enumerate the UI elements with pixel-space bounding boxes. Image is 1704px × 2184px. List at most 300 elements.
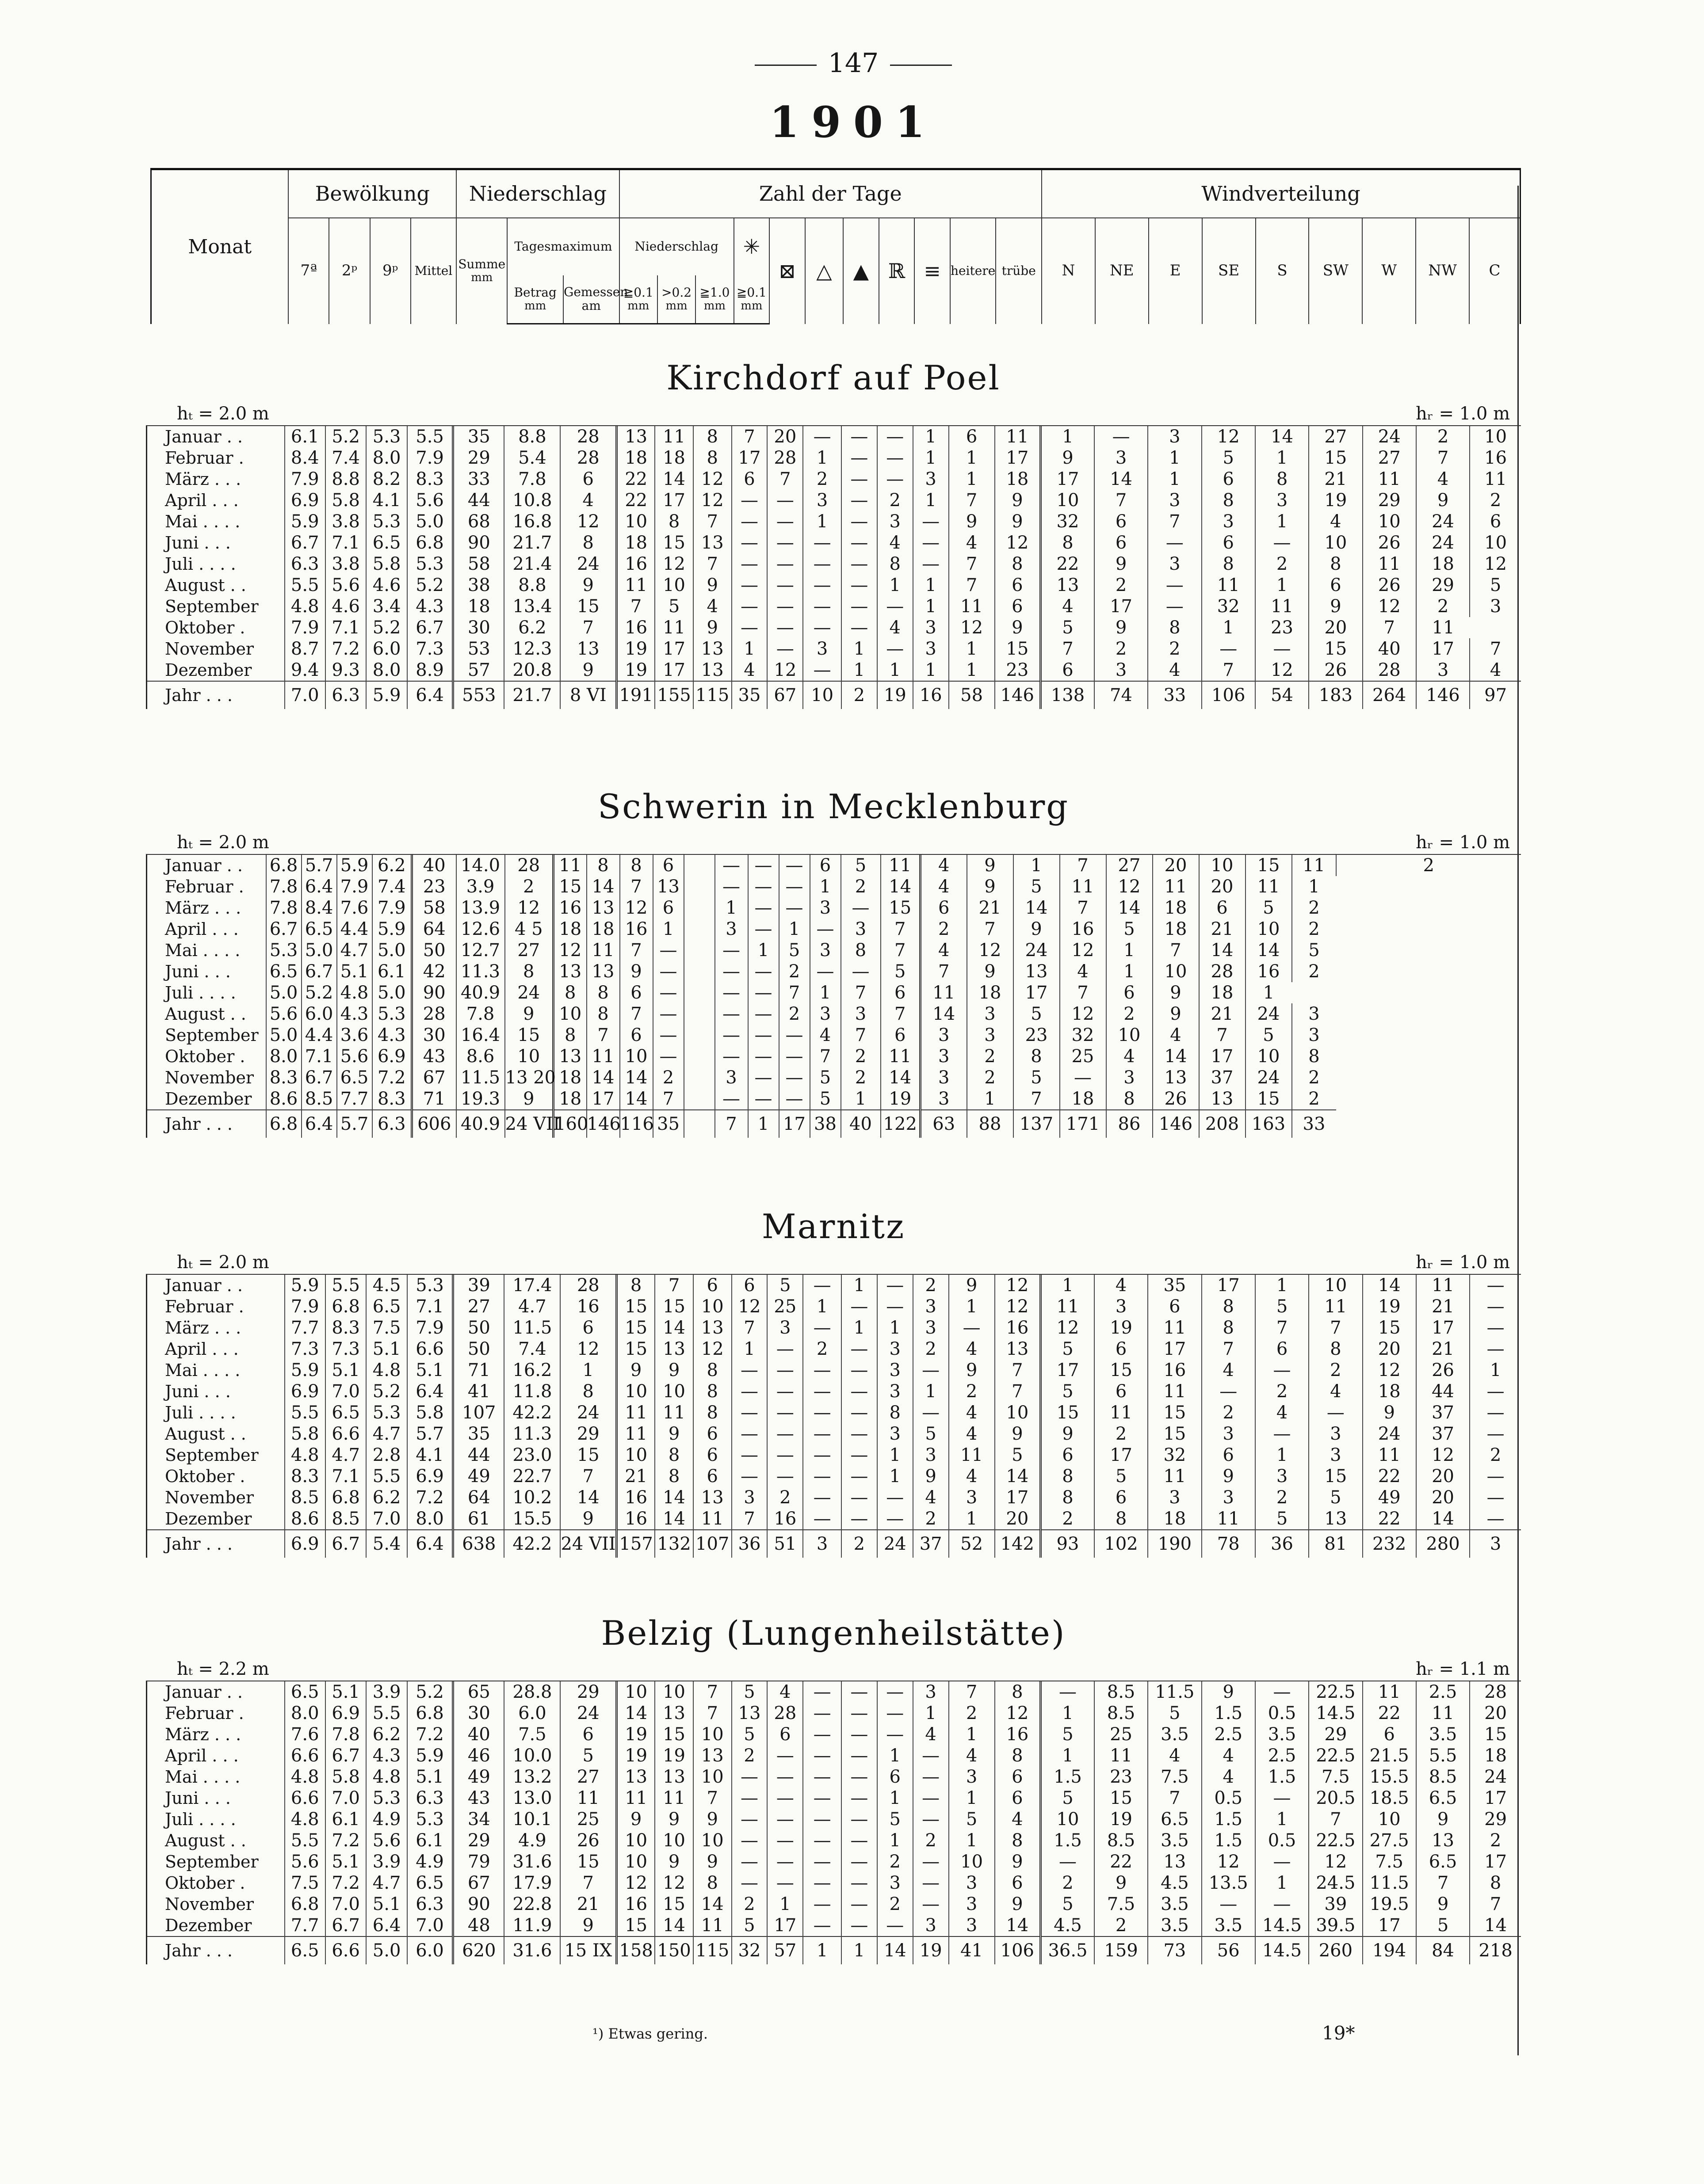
table-cell: 1 (748, 1110, 779, 1138)
month-label: November (147, 1487, 285, 1508)
table-cell: 2.8 (366, 1445, 407, 1466)
table-cell: 4 (1202, 1745, 1255, 1766)
table-cell: 17 (1416, 638, 1470, 659)
table-cell: — (803, 617, 841, 638)
table-cell: 42 (412, 961, 456, 982)
table-cell: 6 (810, 855, 841, 876)
table-cell: 4 (1202, 1766, 1255, 1788)
table-cell: 5.9 (285, 511, 325, 532)
table-cell: 19 (655, 1745, 693, 1766)
table-cell: 16 (1470, 447, 1521, 469)
table-cell: — (841, 1809, 877, 1830)
table-cell: 20 (1416, 1487, 1470, 1508)
table-cell: 32 (1060, 1025, 1106, 1046)
table-cell: — (767, 1851, 803, 1872)
month-label: Februar . (147, 1296, 285, 1317)
header-wind-w: W (1362, 218, 1416, 324)
table-cell: 18 (617, 447, 655, 469)
table-cell: 10 (655, 1381, 693, 1402)
table-cell: — (803, 1445, 841, 1466)
table-cell: 10 (995, 1402, 1041, 1423)
table-cell: 1 (1255, 447, 1309, 469)
table-cell: 15 (881, 897, 921, 919)
table-cell: — (767, 638, 803, 659)
table-cell: 36.5 (1041, 1936, 1094, 1964)
table-cell (684, 876, 715, 897)
table-cell: — (877, 1724, 913, 1745)
table-cell: 4.4 (337, 919, 372, 940)
table-cell: 9 (1363, 1402, 1416, 1423)
table-cell: — (1470, 1487, 1521, 1508)
table-cell: 8 (1292, 1046, 1336, 1067)
table-cell: 3 (949, 1872, 995, 1894)
table-cell: 19 (617, 638, 655, 659)
table-cell: — (803, 1402, 841, 1423)
table-cell: 28 (560, 426, 616, 447)
table-cell: 71 (412, 1088, 456, 1110)
table-cell: 1 (1041, 1703, 1094, 1724)
table-cell: 11 (693, 1508, 732, 1530)
table-cell: 4 (1148, 659, 1201, 681)
table-cell: 7 (841, 1025, 881, 1046)
table-cell: 6.7 (325, 1915, 366, 1936)
table-cell: 3 (949, 1894, 995, 1915)
table-cell: 3 (1309, 1423, 1362, 1445)
table-cell: 28.8 (504, 1681, 560, 1703)
table-cell: 8.6 (266, 1088, 302, 1110)
table-cell: 6 (1094, 1338, 1148, 1360)
table-cell: — (803, 1788, 841, 1809)
table-cell: — (877, 638, 913, 659)
table-cell: — (877, 469, 913, 490)
table-cell: 14 (693, 1894, 732, 1915)
table-cell: 42.2 (504, 1402, 560, 1423)
table-cell: 3 (913, 1296, 949, 1317)
table-cell: 2 (877, 490, 913, 511)
table-cell: 1 (1148, 447, 1201, 469)
month-label: Jahr . . . (147, 1936, 285, 1964)
station-schwerin (146, 782, 1521, 1138)
table-cell: 21 (560, 1894, 616, 1915)
table-cell: 52 (949, 1530, 995, 1558)
table-cell: 11.3 (504, 1423, 560, 1445)
table-cell: 8 (693, 1381, 732, 1402)
table-cell: 2 (1336, 855, 1521, 876)
table-cell: 17 (995, 1487, 1041, 1508)
table-cell: — (767, 1766, 803, 1788)
table-cell: 142 (995, 1530, 1041, 1558)
table-cell: 12.3 (504, 638, 560, 659)
table-cell: 13.2 (504, 1766, 560, 1788)
table-cell: 5.9 (372, 919, 412, 940)
table-cell: 2 (913, 1338, 949, 1360)
table-cell (684, 961, 715, 982)
table-cell: 1 (949, 1788, 995, 1809)
table-cell: 8 (655, 1445, 693, 1466)
table-row (147, 1360, 1521, 1381)
table-cell: 638 (453, 1530, 504, 1558)
table-cell: 5.4 (366, 1530, 407, 1558)
table-cell: 7 (1094, 490, 1148, 511)
table-cell: 24 (1246, 1003, 1292, 1025)
table-cell: 8.3 (285, 1466, 325, 1487)
table-cell: 9 (617, 1809, 655, 1830)
table-cell: 5.0 (266, 982, 302, 1003)
table-cell: 3 (715, 919, 748, 940)
table-cell: 8.8 (504, 575, 560, 596)
table-cell: 28 (767, 447, 803, 469)
table-cell: — (1202, 1894, 1255, 1915)
table-cell: 8 (1309, 1338, 1362, 1360)
table-cell: 67 (453, 1872, 504, 1894)
month-label: Juni . . . (147, 532, 285, 553)
table-cell: 6.5 (366, 1296, 407, 1317)
table-cell: 17 (1470, 1788, 1521, 1809)
table-cell: 260 (1309, 1936, 1362, 1964)
table-cell: 16 (767, 1508, 803, 1530)
table-cell: 30 (412, 1025, 456, 1046)
table-cell: 18 (554, 1088, 587, 1110)
table-cell: 7.2 (407, 1487, 453, 1508)
table-cell: 13 (693, 1745, 732, 1766)
month-label: Juni . . . (147, 1788, 285, 1809)
table-cell: 3 (949, 1915, 995, 1936)
table-cell: 7.2 (325, 638, 366, 659)
table-cell: 5.7 (337, 1110, 372, 1138)
table-cell: 5 (779, 940, 810, 961)
table-cell: 81 (1309, 1530, 1362, 1558)
table-cell: 11 (1416, 1703, 1470, 1724)
table-cell: 6.8 (407, 1703, 453, 1724)
table-cell: 6.9 (325, 1703, 366, 1724)
table-cell: 11 (1148, 1381, 1201, 1402)
table-cell: 2 (949, 1381, 995, 1402)
table-cell: 14 (1106, 897, 1153, 919)
table-cell: 17 (1041, 1360, 1094, 1381)
table-cell: 1 (841, 1317, 877, 1338)
table-cell: 5.3 (266, 940, 302, 961)
table-cell: 12 (617, 1872, 655, 1894)
table-cell: 7 (560, 617, 616, 638)
table-cell: 17 (655, 490, 693, 511)
table-cell: 4.8 (285, 1445, 325, 1466)
table-cell: 14 (655, 1487, 693, 1508)
table-cell: 8 (1041, 532, 1094, 553)
table-cell: 20 (1363, 1338, 1416, 1360)
table-cell: — (841, 1423, 877, 1445)
table-cell: 2 (1255, 553, 1309, 575)
table-cell: 4.7 (366, 1872, 407, 1894)
table-cell: 280 (1416, 1530, 1470, 1558)
table-cell: 8 (995, 1745, 1041, 1766)
table-cell: 19 (1094, 1809, 1148, 1830)
table-cell: 9 (693, 575, 732, 596)
table-cell: 19 (617, 659, 655, 681)
table-cell: 7.8 (456, 1003, 505, 1025)
table-cell: 10 (505, 1046, 554, 1067)
table-cell: 3 (921, 1046, 967, 1067)
table-cell: 9 (1416, 1809, 1470, 1830)
station-title: Schwerin in Mecklenburg (598, 787, 1069, 826)
table-cell: 6.8 (325, 1487, 366, 1508)
table-cell: 5.1 (407, 1360, 453, 1381)
table-cell: 7 (732, 426, 768, 447)
table-cell: 13 (655, 1703, 693, 1724)
table-cell: 3.9 (366, 1851, 407, 1872)
table-cell: 3 (767, 1317, 803, 1338)
table-cell: 5 (655, 596, 693, 617)
table-cell (684, 919, 715, 940)
year-total-row (147, 681, 1521, 709)
table-cell: 4 (1202, 1360, 1255, 1381)
table-cell: — (841, 490, 877, 511)
table-cell: — (767, 511, 803, 532)
table-cell: 11 (1094, 1402, 1148, 1423)
table-cell: 19.3 (456, 1088, 505, 1110)
table-cell: 157 (617, 1530, 655, 1558)
table-cell: 11 (1416, 617, 1470, 638)
table-cell: 6 (560, 1724, 616, 1745)
table-cell: — (803, 659, 841, 681)
table-cell: 7 (841, 982, 881, 1003)
table-cell: — (715, 1046, 748, 1067)
month-label: November (147, 1894, 285, 1915)
table-cell: 57 (453, 659, 504, 681)
table-cell: 26 (1309, 659, 1362, 681)
table-cell: 17 (779, 1110, 810, 1138)
table-cell: 8 (620, 855, 653, 876)
table-cell: 7.0 (285, 681, 325, 709)
table-cell: 6 (693, 1445, 732, 1466)
header-days-precip-10: ≧1.0 mm (695, 275, 734, 324)
table-cell: 15 (655, 1894, 693, 1915)
table-row (147, 447, 1521, 469)
table-cell: 23 (995, 659, 1041, 681)
table-cell: 1 (1255, 511, 1309, 532)
table-cell: 11 (1309, 1296, 1362, 1317)
table-cell: 50 (412, 940, 456, 961)
table-cell: 11.5 (1148, 1681, 1201, 1703)
table-cell: 4 (995, 1809, 1041, 1830)
table-cell: 4.8 (285, 1809, 325, 1830)
table-cell: 18 (655, 447, 693, 469)
table-cell: 10.8 (504, 490, 560, 511)
table-cell: — (841, 1788, 877, 1809)
rain-gauge-height: hᵣ = 1.0 m (1416, 1252, 1510, 1273)
table-cell: 11 (1363, 1445, 1416, 1466)
table-cell: — (1255, 1681, 1309, 1703)
table-cell: 5.5 (325, 1275, 366, 1296)
table-cell: 25 (1094, 1724, 1148, 1745)
table-cell: 1 (715, 897, 748, 919)
table-row (147, 1003, 1521, 1025)
table-cell: 3 (913, 469, 949, 490)
table-cell: 10 (1470, 426, 1521, 447)
table-cell: 5.9 (285, 1360, 325, 1381)
table-cell: 171 (1060, 1110, 1106, 1138)
table-cell: 5.1 (325, 1681, 366, 1703)
instrument-heights (146, 831, 1521, 855)
table-cell: 106 (995, 1936, 1041, 1964)
month-label: Mai . . . . (147, 1360, 285, 1381)
table-cell: 4 (913, 1724, 949, 1745)
table-cell: 74 (1094, 681, 1148, 709)
table-cell: 4 (1309, 1381, 1362, 1402)
table-cell: 1 (949, 1830, 995, 1851)
table-cell: 7.4 (504, 1338, 560, 1360)
table-cell: 15.5 (1363, 1766, 1416, 1788)
table-cell: 3 (1292, 1003, 1336, 1025)
table-cell: 32 (732, 1936, 768, 1964)
table-cell: 5 (1041, 1338, 1094, 1360)
table-cell: 8 (1013, 1046, 1060, 1067)
table-cell: 11 (995, 426, 1041, 447)
table-cell: 3.5 (1416, 1724, 1470, 1745)
table-cell: 38 (810, 1110, 841, 1138)
table-cell: 3 (1416, 659, 1470, 681)
table-cell: 12.7 (456, 940, 505, 961)
table-cell: 12 (693, 1338, 732, 1360)
table-cell: 12 (1309, 1851, 1362, 1872)
table-cell: 9 (995, 1851, 1041, 1872)
table-cell: 15 (617, 1296, 655, 1317)
table-cell: 28 (412, 1003, 456, 1025)
table-cell: 40.9 (456, 1110, 505, 1138)
table-cell: 6.4 (302, 876, 337, 897)
table-cell: 5.3 (372, 1003, 412, 1025)
thermometer-height: hₜ = 2.0 m (177, 1252, 269, 1273)
table-cell: 16 (617, 1894, 655, 1915)
table-cell: 8 (554, 1025, 587, 1046)
table-cell: 7.5 (1094, 1894, 1148, 1915)
table-cell: 7 (1470, 638, 1521, 659)
table-cell (684, 1003, 715, 1025)
table-cell: 2 (1202, 1402, 1255, 1423)
table-cell: 8.3 (407, 469, 453, 490)
table-cell: 1 (560, 1360, 616, 1381)
table-cell: 16 (1148, 1360, 1201, 1381)
table-cell: 13 (1013, 961, 1060, 982)
table-cell: 28 (560, 447, 616, 469)
table-cell: 7 (1202, 659, 1255, 681)
table-cell: 7 (560, 1872, 616, 1894)
table-cell: 40 (412, 855, 456, 876)
table-cell: 12 (1060, 940, 1106, 961)
table-cell: 14 (1153, 1046, 1199, 1067)
month-label: März . . . (147, 1724, 285, 1745)
table-cell: 56 (1202, 1936, 1255, 1964)
table-cell: 1 (913, 659, 949, 681)
table-cell: 7 (732, 1317, 768, 1338)
table-cell: 10 (949, 1851, 995, 1872)
table-row (147, 1046, 1521, 1067)
table-cell: — (767, 1788, 803, 1809)
table-cell: 3 (877, 1872, 913, 1894)
table-cell: 7 (620, 876, 653, 897)
table-cell: — (732, 553, 768, 575)
table-cell: 3 (1202, 511, 1255, 532)
table-cell: — (1470, 1466, 1521, 1487)
table-cell: 6 (560, 469, 616, 490)
table-cell: 7.9 (285, 1296, 325, 1317)
table-cell: 31.6 (504, 1936, 560, 1964)
table-cell: — (877, 596, 913, 617)
table-cell: 16 (995, 1724, 1041, 1745)
table-cell: 6 (995, 1766, 1041, 1788)
table-cell: — (810, 919, 841, 940)
table-cell: 5 (767, 1275, 803, 1296)
table-cell: 9 (560, 1915, 616, 1936)
table-cell: — (732, 532, 768, 553)
table-cell: 18 (617, 532, 655, 553)
table-cell: 2 (841, 681, 877, 709)
table-cell: 10 (1246, 919, 1292, 940)
table-cell: 5 (1041, 1788, 1094, 1809)
table-cell: 6.2 (366, 1487, 407, 1508)
table-cell: 6 (921, 897, 967, 919)
table-cell: 4 5 (505, 919, 554, 940)
table-cell: 3 (1202, 1423, 1255, 1445)
table-cell: — (841, 897, 881, 919)
table-cell: 26 (560, 1830, 616, 1851)
table-cell: 61 (453, 1508, 504, 1530)
table-cell: 58 (412, 897, 456, 919)
table-cell: 1 (913, 575, 949, 596)
table-cell: 12 (1202, 426, 1255, 447)
table-cell: — (1202, 1381, 1255, 1402)
table-cell: 24 (1470, 1766, 1521, 1788)
table-cell: 26 (1363, 532, 1416, 553)
table-cell: — (803, 1766, 841, 1788)
table-cell: 2 (877, 1894, 913, 1915)
table-cell: 15 (560, 596, 616, 617)
table-cell: — (803, 596, 841, 617)
table-cell: 28 (1470, 1681, 1521, 1703)
table-cell: 1.5 (1202, 1830, 1255, 1851)
table-cell: 22 (617, 469, 655, 490)
table-cell: 6 (881, 1025, 921, 1046)
instrument-heights (146, 1251, 1521, 1275)
table-cell: 3 (1202, 1487, 1255, 1508)
month-label: Dezember (147, 1508, 285, 1530)
table-row (147, 1296, 1521, 1317)
table-cell: 5.5 (407, 426, 453, 447)
table-cell: 9 (655, 1360, 693, 1381)
table-cell: 8 (587, 1003, 620, 1025)
table-cell: 12 (1416, 1445, 1470, 1466)
table-cell: 1.5 (1202, 1809, 1255, 1830)
table-cell: — (767, 1466, 803, 1487)
table-cell: 9 (560, 659, 616, 681)
table-cell: 6.4 (302, 1110, 337, 1138)
table-cell: 29 (453, 447, 504, 469)
month-label: Juni . . . (147, 961, 266, 982)
table-cell: 10 (693, 1766, 732, 1788)
table-cell: 44 (1416, 1381, 1470, 1402)
table-cell: 9 (949, 1360, 995, 1381)
table-cell: 7 (1153, 940, 1199, 961)
table-cell: — (913, 553, 949, 575)
table-cell: 3 (1470, 1530, 1521, 1558)
table-cell: 32 (1148, 1445, 1201, 1466)
table-cell: 7.8 (266, 897, 302, 919)
table-cell: 49 (453, 1466, 504, 1487)
table-cell: 1 (913, 1381, 949, 1402)
table-cell: 14 (1199, 940, 1246, 961)
table-cell: 3.5 (1202, 1915, 1255, 1936)
table-cell: 7.5 (504, 1724, 560, 1745)
table-cell: 37 (1416, 1423, 1470, 1445)
